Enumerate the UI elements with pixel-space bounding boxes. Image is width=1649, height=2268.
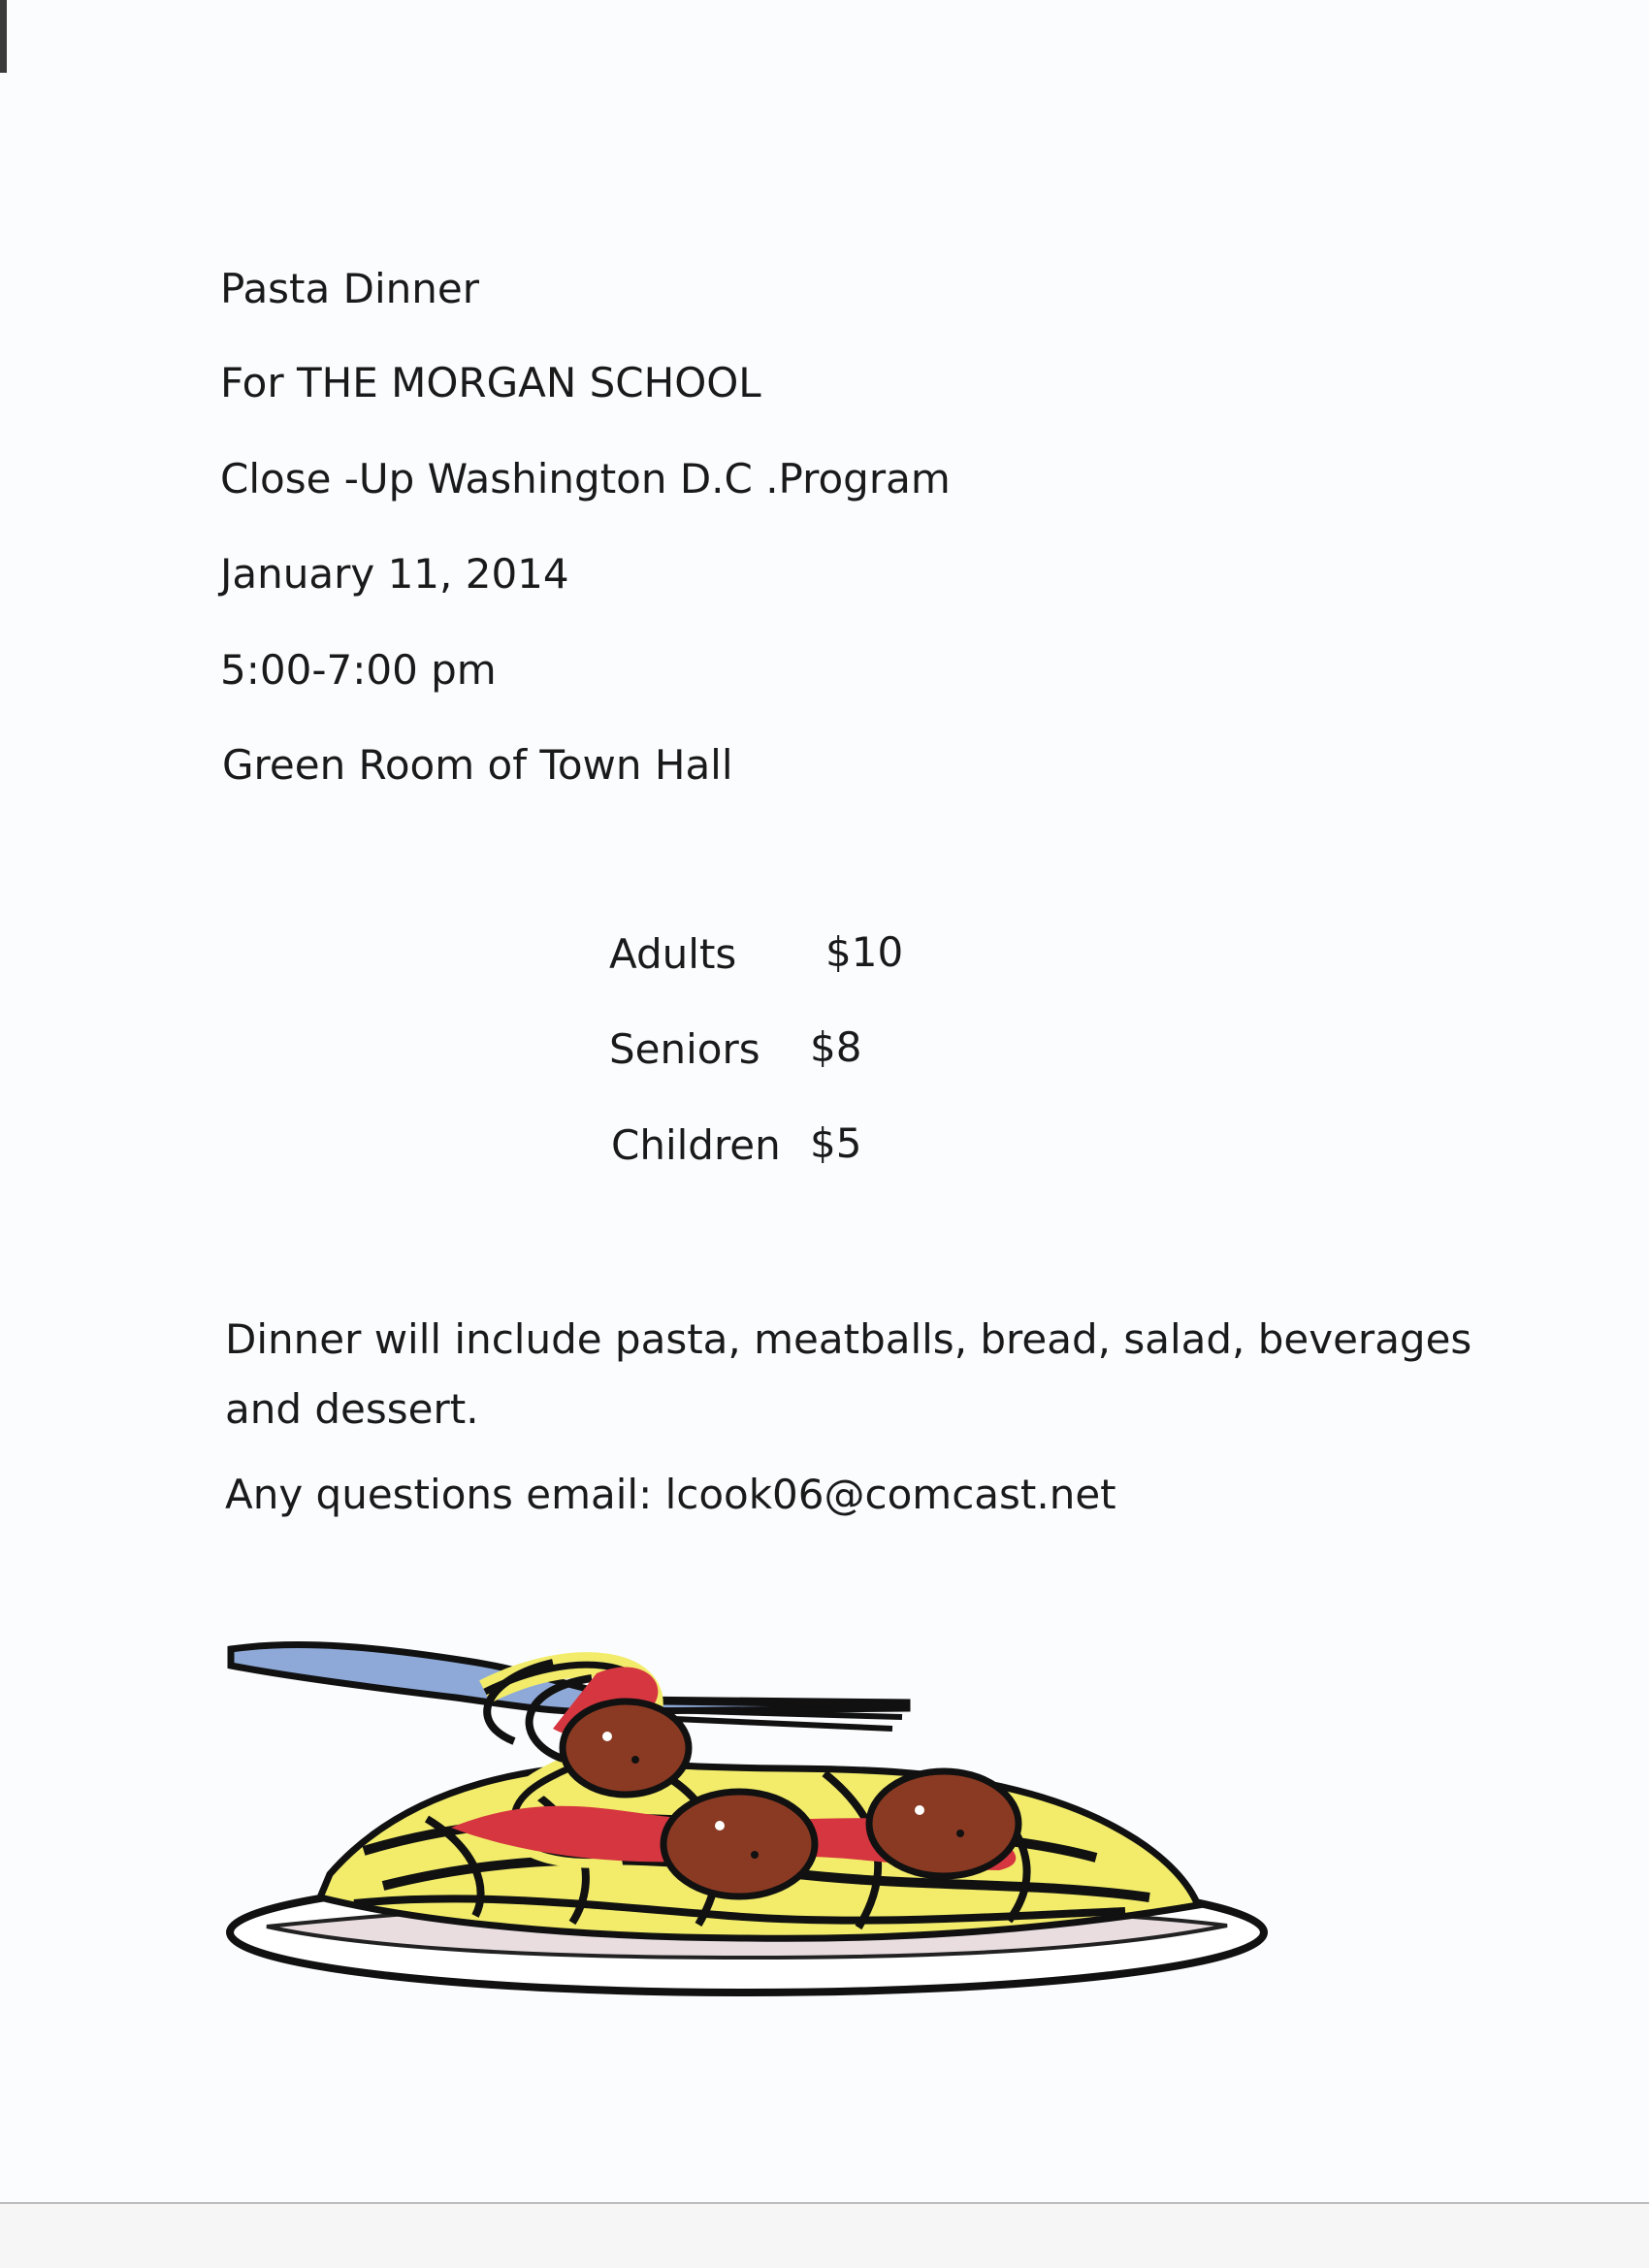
event-title: Pasta Dinner	[220, 265, 479, 312]
price-label-adults: Adults	[609, 930, 737, 978]
menu-description: Dinner will include pasta, meatballs, bread, salad, beverages and dessert.	[225, 1315, 1472, 1433]
time-line: 5:00-7:00 pm	[220, 646, 497, 694]
organization-line: For THE MORGAN SCHOOL	[220, 359, 761, 406]
date-line: January 11, 2014	[220, 550, 569, 598]
price-value-children: $5	[810, 1119, 862, 1167]
contact-email-line: Any questions email: lcook06@comcast.net	[225, 1471, 1116, 1518]
price-value-adults: $10	[825, 928, 904, 976]
price-label-children: Children	[611, 1121, 781, 1169]
program-line: Close -Up Washington D.C .Program	[220, 455, 951, 502]
scan-bottom-margin	[0, 2204, 1649, 2268]
scan-edge-shadow	[0, 0, 7, 73]
spaghetti-meatballs-icon	[223, 1620, 1310, 1998]
price-value-seniors: $8	[810, 1023, 862, 1071]
price-label-seniors: Seniors	[609, 1025, 760, 1073]
location-line: Green Room of Town Hall	[222, 741, 733, 789]
